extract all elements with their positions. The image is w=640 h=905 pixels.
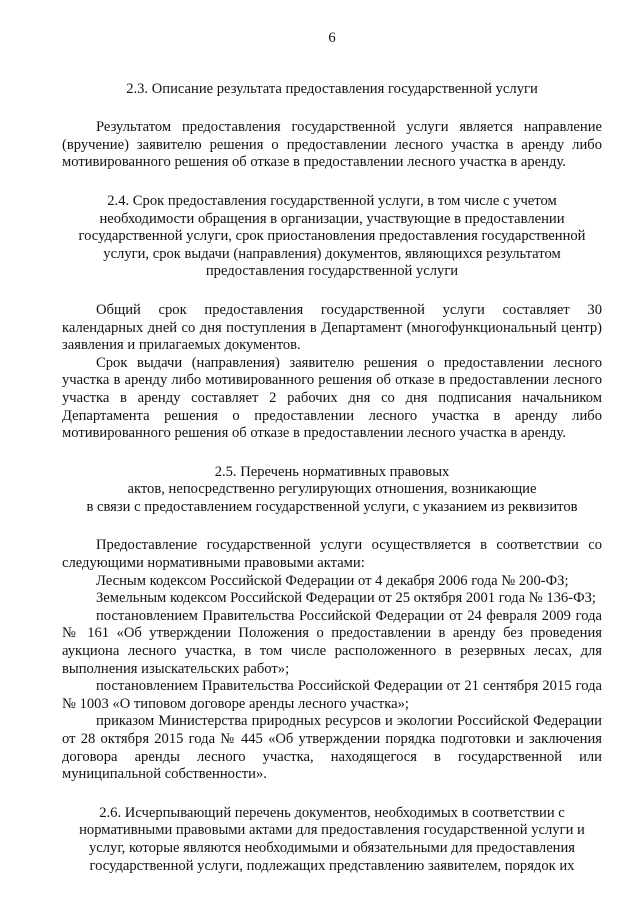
section-2-6-heading xyxy=(62,805,602,875)
heading-line: актов, непосредственно регулирующих отношения, возникающие xyxy=(127,481,537,498)
legal-act-item: постановлением Правительства Российской Федерации от 24 февраля 2009 года № 161 «Об утверждении Положения о предоставлении в аренду без проведения аукциона лесного участка, в том числе расположенного в резервных лесах, для выполнения изыскательских работ»; xyxy=(62,607,602,677)
heading-line: в связи с предоставлением государственной услуги, с указанием из реквизитов xyxy=(86,498,578,515)
heading-line: 2.5. Перечень нормативных правовых xyxy=(214,463,450,480)
heading-line: услуги, срок выдачи (направления) документов, являющихся результатом xyxy=(103,245,561,262)
heading-line: 2.6. Исчерпывающий перечень документов, необходимых в соответствии с xyxy=(99,804,565,821)
page-number: 6 xyxy=(328,30,336,46)
section-2-3-paragraph: Результатом предоставления государственной услуги является направление (вручение) заявителю решения о предоставлении лесного участка в аренду либо мотивированного решения об отказе в предоставлении лесного участка в аренду. xyxy=(62,119,602,171)
legal-act-item: постановлением Правительства Российской Федерации от 21 сентября 2015 года № 1003 «О типовом договоре аренды лесного участка»; xyxy=(62,678,602,712)
heading-line: услуг, которые являются необходимыми и обязательными для предоставления xyxy=(88,839,576,856)
legal-act-item: Лесным кодексом Российской Федерации от 4 декабря 2006 года № 200-ФЗ; xyxy=(96,572,569,589)
heading-line: государственной услуги, срок приостановления предоставления государственной xyxy=(78,228,586,245)
heading-line: предоставления государственной услуги xyxy=(205,263,459,280)
section-2-4-heading xyxy=(62,193,602,281)
section-2-5-heading xyxy=(62,464,602,517)
legal-act-item: приказом Министерства природных ресурсов и экологии Российской Федерации от 28 октября 2015 года № 445 «Об утверждении порядка подготовки и заключения договора аренды лесного участка, находящегося в государственной или муниципальной собственности». xyxy=(62,713,602,783)
section-2-4-paragraph-2: Срок выдачи (направления) заявителю решения о предоставлении лесного участка в аренду либо мотивированного решения об отказе в предоставлении лесного участка в аренду составляет 2 рабочих дня со дня подписания начальником Департамента решения о предоставлении лесного участка в аренду либо мотивированного решения об отказе в предоставлении лесного участка в аренду. xyxy=(62,354,602,442)
heading-line: нормативными правовыми актами для предоставления государственной услуги и xyxy=(79,822,585,839)
section-2-4-paragraph-1: Общий срок предоставления государственной услуги составляет 30 календарных дней со дня поступления в Департамент (многофункциональный центр) заявления и прилагаемых документов. xyxy=(62,301,602,354)
heading-line: 2.4. Срок предоставления государственной услуги, в том числе с учетом xyxy=(107,192,557,209)
legal-act-item: Земельным кодексом Российской Федерации от 25 октября 2001 года № 136-ФЗ; xyxy=(96,590,596,607)
heading-line: государственной услуги, подлежащих представлению заявителем, порядок их xyxy=(89,857,575,874)
section-2-3-heading: 2.3. Описание результата предоставления государственной услуги xyxy=(126,80,538,97)
section-2-5-paragraph: Предоставление государственной услуги осуществляется в соответствии со следующими нормативными правовыми актами: xyxy=(62,537,602,572)
heading-line: необходимости обращения в организации, участвующие в предоставлении xyxy=(99,210,565,227)
